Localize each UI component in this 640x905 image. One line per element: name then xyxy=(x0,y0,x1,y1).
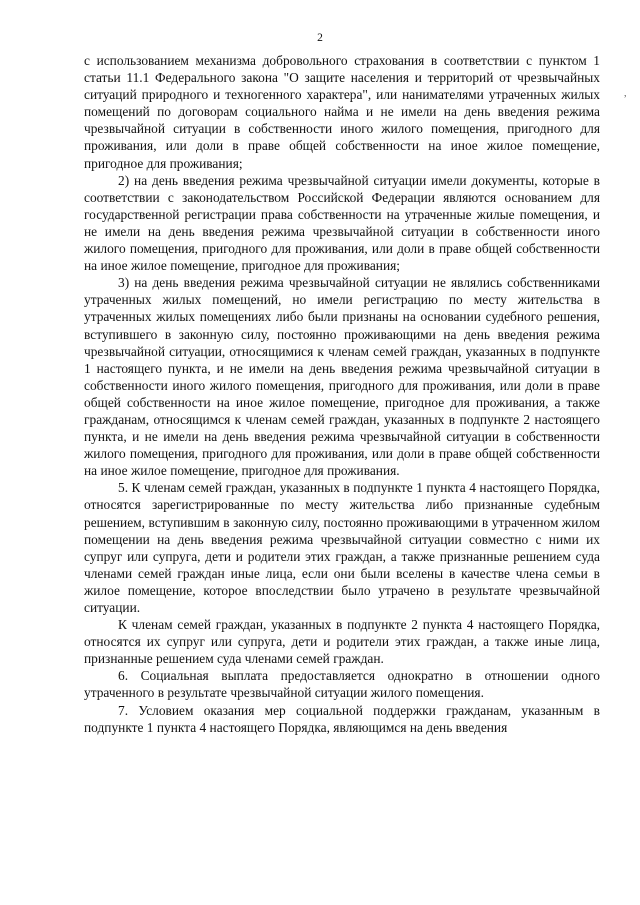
paragraph-point-5-family: К членам семей граждан, указанных в подпункте 2 пункта 4 настоящего Порядка, относятся их супруг или супруга, дети и родители этих граждан, а также иные лица, признанные решением суда членами семей граждан. xyxy=(84,617,600,667)
paragraph-subpoint-2: 2) на день введения режима чрезвычайной ситуации имели документы, которые в соответствии с законодательством Российской Федерации являются основанием для государственной регистрации права собственности на утраченные жилые помещения, и не имели на день введения режима чрезвычайной ситуации в собственности иного жилого помещения, пригодного для проживания, или доли в праве общей собственности на иное жилое помещение, пригодное для проживания; xyxy=(84,172,600,274)
paragraph-continuation: с использованием механизма добровольного страхования в соответствии с пунктом 1 статьи 11.1 Федерального закона "О защите населения и территорий от чрезвычайных ситуаций природного и техногенного характера", или нанимателями утраченных жилых помещений по договорам социального найма и не имели на день введения режима чрезвычайной ситуации в собственности иного жилого помещения, пригодного для проживания, или доли в праве общей собственности на иное жилое помещение, пригодное для проживания; xyxy=(84,53,600,171)
paragraph-subpoint-3: 3) на день введения режима чрезвычайной ситуации не являлись собственниками утраченных жилых помещений, но имели регистрацию по месту жительства в утраченных жилых помещениях либо были признаны на основании судебного решения, вступившего в законную силу, постоянно проживающими на день введения режима чрезвычайной ситуации, относящимися к членам семей граждан, указанных в подпункте 1 настоящего пункта, и не имели на день введения режима чрезвычайной ситуации в собственности иного жилого помещения, пригодного для проживания, или доли в праве общей собственности на иное жилое помещение, пригодное для проживания, а также гражданам, относящимся к членам семей граждан, указанных в подпункте 2 настоящего пункта, и не имели на день введения режима чрезвычайной ситуации в собственности жилого помещения, пригодного для проживания, или доли в праве общей собственности на иное жилое помещение, пригодное для проживания. xyxy=(84,275,600,479)
paragraph-point-7: 7. Условием оказания мер социальной поддержки гражданам, указанным в подпункте 1 пункта 4 настоящего Порядка, являющимся на день введения xyxy=(84,702,600,735)
page-number: 2 xyxy=(317,32,323,44)
margin-mark: , xyxy=(624,88,627,99)
paragraph-point-5: 5. К членам семей граждан, указанных в подпункте 1 пункта 4 настоящего Порядка, относятся зарегистрированные по месту жительства либо признанные судебным решением, вступившим в законную силу, постоянно проживающими в утраченном жилом помещении на день введения режима чрезвычайной ситуации совместно с ними их супруг или супруга, дети и родители этих граждан, а также признанные решением суда членами семей граждан иные лица, если они были вселены в качестве члена семьи в жилое помещение, которое впоследствии было утрачено в результате чрезвычайной ситуации. xyxy=(84,480,600,615)
document-body xyxy=(84,52,600,736)
paragraph-point-6: 6. Социальная выплата предоставляется однократно в отношении одного утраченного в результате чрезвычайной ситуации жилого помещения. xyxy=(84,668,600,701)
